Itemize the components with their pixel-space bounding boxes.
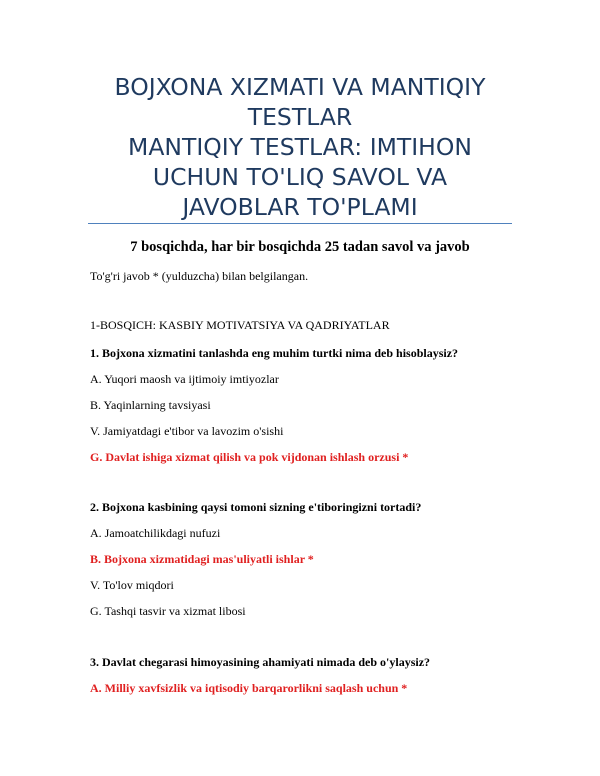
answer-key-note: To'g'ri javob * (yulduzcha) bilan belgilangan.: [90, 269, 309, 283]
answer-option: A. Yuqori maosh va ijtimoiy imtiyozlar: [90, 372, 279, 386]
answer-option-correct: A. Milliy xavfsizlik va iqtisodiy barqarorlikni saqlash uchun *: [90, 681, 408, 695]
answer-option-correct: B. Bojxona xizmatidagi mas'uliyatli ishlar *: [90, 552, 314, 566]
question-text: 1. Bojxona xizmatini tanlashda eng muhim turtki nima deb hisoblaysiz?: [90, 346, 459, 360]
title-line: BOJXONA XIZMATI VA MANTIQIY: [114, 73, 486, 101]
answer-option-correct: G. Davlat ishiga xizmat qilish va pok vijdonan ishlash orzusi *: [90, 450, 409, 464]
document-subtitle: 7 bosqichda, har bir bosqichda 25 tadan savol va javob: [130, 239, 470, 255]
section-heading: 1-BOSQICH: KASBIY MOTIVATSIYA VA QADRIYATLAR: [90, 318, 390, 332]
document-title: [60, 72, 540, 222]
question-text: 3. Davlat chegarasi himoyasining ahamiyati nimada deb o'ylaysiz?: [90, 655, 431, 669]
title-line: TESTLAR: [247, 103, 353, 131]
answer-option: A. Jamoatchilikdagi nufuzi: [90, 526, 221, 540]
answer-option: B. Yaqinlarning tavsiyasi: [90, 398, 211, 412]
title-line: UCHUN TO'LIQ SAVOL VA: [152, 163, 448, 191]
title-line: JAVOBLAR TO'PLAMI: [182, 193, 418, 221]
question-text: 2. Bojxona kasbining qaysi tomoni sizning e'tiboringizni tortadi?: [90, 500, 422, 514]
answer-option: V. To'lov miqdori: [90, 578, 174, 592]
title-divider: [88, 223, 512, 224]
answer-option: V. Jamiyatdagi e'tibor va lavozim o'sishi: [90, 424, 284, 438]
title-line: MANTIQIY TESTLAR: IMTIHON: [128, 133, 472, 161]
answer-option: G. Tashqi tasvir va xizmat libosi: [90, 604, 246, 618]
